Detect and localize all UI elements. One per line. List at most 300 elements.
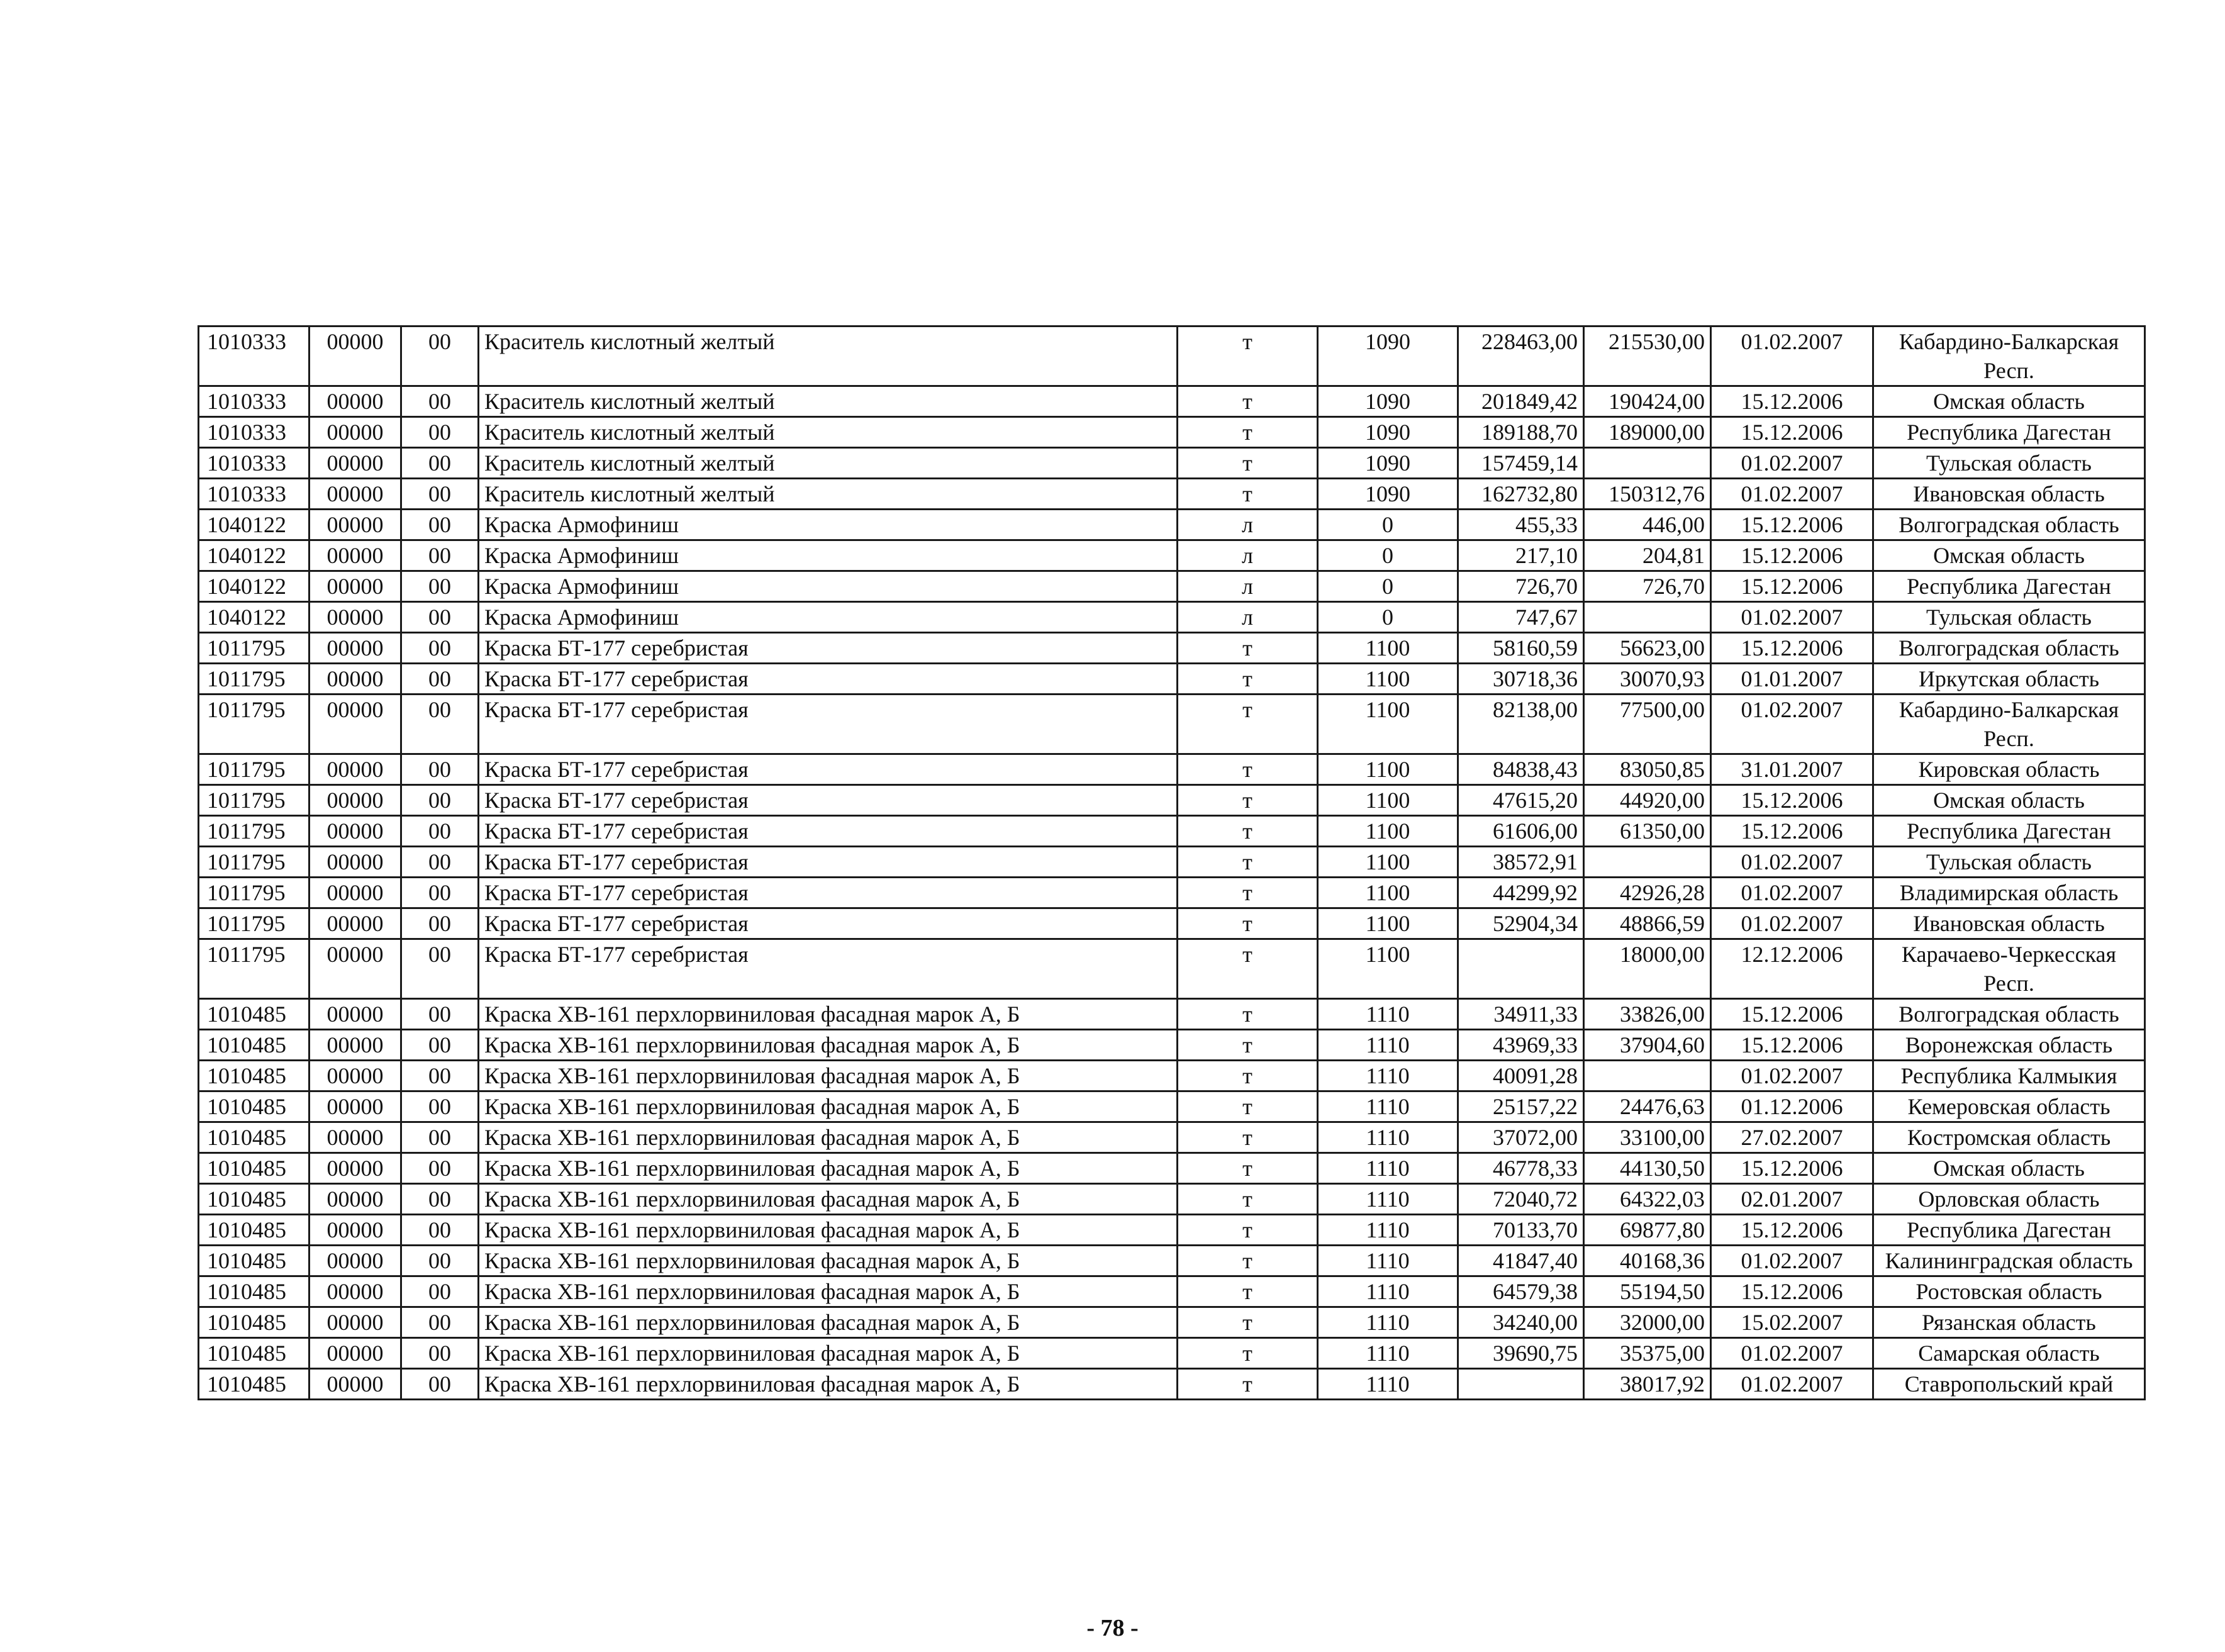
- region-cell: Кировская область: [1873, 754, 2145, 785]
- product-code-cell: 1010333: [199, 479, 309, 510]
- table-row: [199, 571, 2145, 602]
- unit-cell: т: [1178, 878, 1318, 908]
- date-cell: 15.12.2006: [1711, 386, 1873, 417]
- unit-code-cell: 1100: [1318, 633, 1458, 664]
- price-cell: 52904,34: [1458, 908, 1584, 939]
- unit-code-cell: 1090: [1318, 417, 1458, 448]
- region-cell: Республика Дагестан: [1873, 417, 2145, 448]
- index-cell: 00: [401, 878, 479, 908]
- region-cell: Омская область: [1873, 785, 2145, 816]
- index-cell: 00: [401, 1246, 479, 1276]
- region-cell: Самарская область: [1873, 1338, 2145, 1369]
- index-cell: 00: [401, 1184, 479, 1215]
- region-cell: Кабардино-Балкарская Респ.: [1873, 326, 2145, 386]
- price-cell: 44130,50: [1584, 1153, 1711, 1184]
- unit-cell: т: [1178, 664, 1318, 695]
- price-cell: 201849,42: [1458, 386, 1584, 417]
- date-cell: 15.12.2006: [1711, 417, 1873, 448]
- product-code-cell: 1040122: [199, 571, 309, 602]
- unit-cell: т: [1178, 1122, 1318, 1153]
- price-cell: 217,10: [1458, 540, 1584, 571]
- product-code-cell: 1010485: [199, 1184, 309, 1215]
- product-code-cell: 1010485: [199, 1338, 309, 1369]
- table-row: [199, 1122, 2145, 1153]
- product-code-cell: 1010485: [199, 1215, 309, 1246]
- price-cell: 35375,00: [1584, 1338, 1711, 1369]
- unit-cell: т: [1178, 999, 1318, 1030]
- product-name-cell: Краска ХВ-161 перхлорвиниловая фасадная марок А, Б: [479, 1061, 1178, 1091]
- region-cell: Ивановская область: [1873, 479, 2145, 510]
- product-code-cell: 1010485: [199, 1153, 309, 1184]
- unit-code-cell: 1100: [1318, 816, 1458, 847]
- table-row: [199, 417, 2145, 448]
- unit-cell: л: [1178, 510, 1318, 540]
- product-code-cell: 1011795: [199, 785, 309, 816]
- subcode-cell: 00000: [309, 664, 401, 695]
- price-cell: 204,81: [1584, 540, 1711, 571]
- subcode-cell: 00000: [309, 908, 401, 939]
- price-cell: 46778,33: [1458, 1153, 1584, 1184]
- region-cell: Республика Дагестан: [1873, 816, 2145, 847]
- subcode-cell: 00000: [309, 1184, 401, 1215]
- unit-code-cell: 1110: [1318, 1184, 1458, 1215]
- unit-cell: т: [1178, 908, 1318, 939]
- product-name-cell: Краска ХВ-161 перхлорвиниловая фасадная марок А, Б: [479, 1246, 1178, 1276]
- region-cell: Орловская область: [1873, 1184, 2145, 1215]
- price-cell: [1458, 1369, 1584, 1400]
- date-cell: 12.12.2006: [1711, 939, 1873, 999]
- table-row: [199, 754, 2145, 785]
- region-cell: Волгоградская область: [1873, 633, 2145, 664]
- index-cell: 00: [401, 479, 479, 510]
- index-cell: 00: [401, 510, 479, 540]
- date-cell: 01.02.2007: [1711, 326, 1873, 386]
- table-row: [199, 602, 2145, 633]
- unit-code-cell: 1100: [1318, 939, 1458, 999]
- product-code-cell: 1011795: [199, 633, 309, 664]
- product-code-cell: 1010485: [199, 1369, 309, 1400]
- subcode-cell: 00000: [309, 448, 401, 479]
- index-cell: 00: [401, 602, 479, 633]
- subcode-cell: 00000: [309, 785, 401, 816]
- index-cell: 00: [401, 417, 479, 448]
- region-cell: Воронежская область: [1873, 1030, 2145, 1061]
- price-cell: 150312,76: [1584, 479, 1711, 510]
- price-cell: 55194,50: [1584, 1276, 1711, 1307]
- price-cell: 38572,91: [1458, 847, 1584, 878]
- unit-code-cell: 1110: [1318, 1122, 1458, 1153]
- product-name-cell: Краска БТ-177 серебристая: [479, 695, 1178, 754]
- product-code-cell: 1010485: [199, 1091, 309, 1122]
- product-name-cell: Краска ХВ-161 перхлорвиниловая фасадная марок А, Б: [479, 1030, 1178, 1061]
- index-cell: 00: [401, 326, 479, 386]
- unit-code-cell: 1090: [1318, 479, 1458, 510]
- product-code-cell: 1010485: [199, 1246, 309, 1276]
- product-name-cell: Краска ХВ-161 перхлорвиниловая фасадная марок А, Б: [479, 1091, 1178, 1122]
- table-row: [199, 1215, 2145, 1246]
- unit-cell: т: [1178, 1184, 1318, 1215]
- product-name-cell: Краска БТ-177 серебристая: [479, 754, 1178, 785]
- price-cell: 42926,28: [1584, 878, 1711, 908]
- table-row: [199, 1184, 2145, 1215]
- date-cell: 15.02.2007: [1711, 1307, 1873, 1338]
- subcode-cell: 00000: [309, 1338, 401, 1369]
- table-row: [199, 999, 2145, 1030]
- product-code-cell: 1040122: [199, 540, 309, 571]
- index-cell: 00: [401, 1307, 479, 1338]
- price-cell: 47615,20: [1458, 785, 1584, 816]
- price-cell: 25157,22: [1458, 1091, 1584, 1122]
- price-cell: 72040,72: [1458, 1184, 1584, 1215]
- subcode-cell: 00000: [309, 1153, 401, 1184]
- region-cell: Иркутская область: [1873, 664, 2145, 695]
- region-cell: Кемеровская область: [1873, 1091, 2145, 1122]
- unit-code-cell: 1110: [1318, 1153, 1458, 1184]
- price-cell: 37904,60: [1584, 1030, 1711, 1061]
- region-cell: Тульская область: [1873, 847, 2145, 878]
- date-cell: 31.01.2007: [1711, 754, 1873, 785]
- region-cell: Республика Дагестан: [1873, 1215, 2145, 1246]
- unit-code-cell: 1110: [1318, 1338, 1458, 1369]
- product-name-cell: Краска БТ-177 серебристая: [479, 878, 1178, 908]
- product-name-cell: Краситель кислотный желтый: [479, 326, 1178, 386]
- unit-cell: т: [1178, 1369, 1318, 1400]
- product-name-cell: Краска БТ-177 серебристая: [479, 664, 1178, 695]
- date-cell: 27.02.2007: [1711, 1122, 1873, 1153]
- table-row: [199, 1153, 2145, 1184]
- index-cell: 00: [401, 785, 479, 816]
- unit-code-cell: 1110: [1318, 1061, 1458, 1091]
- price-cell: 43969,33: [1458, 1030, 1584, 1061]
- product-code-cell: 1010333: [199, 448, 309, 479]
- region-cell: Кабардино-Балкарская Респ.: [1873, 695, 2145, 754]
- date-cell: 15.12.2006: [1711, 571, 1873, 602]
- date-cell: 01.02.2007: [1711, 878, 1873, 908]
- product-code-cell: 1011795: [199, 878, 309, 908]
- unit-code-cell: 0: [1318, 602, 1458, 633]
- subcode-cell: 00000: [309, 939, 401, 999]
- price-cell: 39690,75: [1458, 1338, 1584, 1369]
- unit-code-cell: 1100: [1318, 754, 1458, 785]
- subcode-cell: 00000: [309, 602, 401, 633]
- product-name-cell: Краска ХВ-161 перхлорвиниловая фасадная марок А, Б: [479, 999, 1178, 1030]
- unit-cell: т: [1178, 816, 1318, 847]
- price-cell: 190424,00: [1584, 386, 1711, 417]
- region-cell: Омская область: [1873, 540, 2145, 571]
- subcode-cell: 00000: [309, 1061, 401, 1091]
- unit-code-cell: 1100: [1318, 878, 1458, 908]
- product-code-cell: 1040122: [199, 510, 309, 540]
- unit-cell: т: [1178, 1153, 1318, 1184]
- product-code-cell: 1010333: [199, 386, 309, 417]
- subcode-cell: 00000: [309, 1307, 401, 1338]
- subcode-cell: 00000: [309, 847, 401, 878]
- unit-cell: т: [1178, 1215, 1318, 1246]
- table-row: [199, 448, 2145, 479]
- table-row: [199, 1061, 2145, 1091]
- product-name-cell: Краска ХВ-161 перхлорвиниловая фасадная марок А, Б: [479, 1338, 1178, 1369]
- region-cell: Ростовская область: [1873, 1276, 2145, 1307]
- region-cell: Костромская область: [1873, 1122, 2145, 1153]
- table-row: [199, 816, 2145, 847]
- price-cell: 726,70: [1458, 571, 1584, 602]
- region-cell: Омская область: [1873, 1153, 2145, 1184]
- price-cell: 18000,00: [1584, 939, 1711, 999]
- unit-cell: т: [1178, 326, 1318, 386]
- unit-code-cell: 1110: [1318, 999, 1458, 1030]
- unit-cell: т: [1178, 695, 1318, 754]
- date-cell: 01.02.2007: [1711, 1061, 1873, 1091]
- price-cell: 64579,38: [1458, 1276, 1584, 1307]
- price-cell: 162732,80: [1458, 479, 1584, 510]
- price-cell: 32000,00: [1584, 1307, 1711, 1338]
- unit-code-cell: 1110: [1318, 1091, 1458, 1122]
- unit-code-cell: 1110: [1318, 1276, 1458, 1307]
- product-name-cell: Краска БТ-177 серебристая: [479, 939, 1178, 999]
- date-cell: 02.01.2007: [1711, 1184, 1873, 1215]
- price-cell: 446,00: [1584, 510, 1711, 540]
- unit-code-cell: 1100: [1318, 847, 1458, 878]
- table-row: [199, 664, 2145, 695]
- price-cell: 37072,00: [1458, 1122, 1584, 1153]
- price-cell: 33826,00: [1584, 999, 1711, 1030]
- product-code-cell: 1040122: [199, 602, 309, 633]
- index-cell: 00: [401, 1030, 479, 1061]
- unit-code-cell: 1090: [1318, 448, 1458, 479]
- unit-code-cell: 0: [1318, 540, 1458, 571]
- price-cell: 455,33: [1458, 510, 1584, 540]
- region-cell: Калининградская область: [1873, 1246, 2145, 1276]
- product-name-cell: Краска Армофиниш: [479, 540, 1178, 571]
- product-name-cell: Краска БТ-177 серебристая: [479, 633, 1178, 664]
- subcode-cell: 00000: [309, 878, 401, 908]
- product-code-cell: 1010485: [199, 1030, 309, 1061]
- price-cell: 48866,59: [1584, 908, 1711, 939]
- index-cell: 00: [401, 1215, 479, 1246]
- price-table: [198, 325, 2146, 1400]
- date-cell: 01.12.2006: [1711, 1091, 1873, 1122]
- table-row: [199, 1091, 2145, 1122]
- price-cell: 34240,00: [1458, 1307, 1584, 1338]
- unit-code-cell: 1090: [1318, 326, 1458, 386]
- region-cell: Тульская область: [1873, 602, 2145, 633]
- date-cell: 15.12.2006: [1711, 633, 1873, 664]
- page-number: - 78 -: [1086, 1615, 1139, 1641]
- unit-cell: т: [1178, 633, 1318, 664]
- index-cell: 00: [401, 1153, 479, 1184]
- index-cell: 00: [401, 448, 479, 479]
- date-cell: 01.02.2007: [1711, 479, 1873, 510]
- price-cell: [1584, 1061, 1711, 1091]
- unit-cell: т: [1178, 754, 1318, 785]
- product-code-cell: 1010333: [199, 326, 309, 386]
- price-cell: 77500,00: [1584, 695, 1711, 754]
- table-row: [199, 326, 2145, 386]
- unit-cell: т: [1178, 1246, 1318, 1276]
- table-row: [199, 878, 2145, 908]
- date-cell: 01.02.2007: [1711, 908, 1873, 939]
- table-row: [199, 1246, 2145, 1276]
- subcode-cell: 00000: [309, 1030, 401, 1061]
- product-name-cell: Краска Армофиниш: [479, 510, 1178, 540]
- product-code-cell: 1010333: [199, 417, 309, 448]
- product-name-cell: Краска ХВ-161 перхлорвиниловая фасадная марок А, Б: [479, 1369, 1178, 1400]
- price-cell: 747,67: [1458, 602, 1584, 633]
- index-cell: 00: [401, 1061, 479, 1091]
- unit-code-cell: 1100: [1318, 785, 1458, 816]
- subcode-cell: 00000: [309, 540, 401, 571]
- price-cell: 83050,85: [1584, 754, 1711, 785]
- index-cell: 00: [401, 1122, 479, 1153]
- unit-cell: т: [1178, 448, 1318, 479]
- table-row: [199, 633, 2145, 664]
- price-cell: 41847,40: [1458, 1246, 1584, 1276]
- product-name-cell: Краска БТ-177 серебристая: [479, 908, 1178, 939]
- product-code-cell: 1010485: [199, 1307, 309, 1338]
- product-code-cell: 1011795: [199, 754, 309, 785]
- unit-cell: т: [1178, 1091, 1318, 1122]
- region-cell: Волгоградская область: [1873, 510, 2145, 540]
- price-cell: 189000,00: [1584, 417, 1711, 448]
- date-cell: 01.01.2007: [1711, 664, 1873, 695]
- unit-cell: т: [1178, 479, 1318, 510]
- product-name-cell: Краска БТ-177 серебристая: [479, 785, 1178, 816]
- subcode-cell: 00000: [309, 695, 401, 754]
- date-cell: 01.02.2007: [1711, 1246, 1873, 1276]
- region-cell: Карачаево-Черкесская Респ.: [1873, 939, 2145, 999]
- price-cell: 189188,70: [1458, 417, 1584, 448]
- product-code-cell: 1010485: [199, 1122, 309, 1153]
- date-cell: 01.02.2007: [1711, 448, 1873, 479]
- product-name-cell: Краситель кислотный желтый: [479, 448, 1178, 479]
- table-row: [199, 1307, 2145, 1338]
- subcode-cell: 00000: [309, 386, 401, 417]
- price-cell: 44299,92: [1458, 878, 1584, 908]
- price-cell: 61606,00: [1458, 816, 1584, 847]
- product-name-cell: Краска ХВ-161 перхлорвиниловая фасадная марок А, Б: [479, 1184, 1178, 1215]
- table-row: [199, 1276, 2145, 1307]
- product-name-cell: Краска ХВ-161 перхлорвиниловая фасадная марок А, Б: [479, 1276, 1178, 1307]
- subcode-cell: 00000: [309, 479, 401, 510]
- product-code-cell: 1011795: [199, 816, 309, 847]
- unit-cell: л: [1178, 571, 1318, 602]
- region-cell: Ставропольский край: [1873, 1369, 2145, 1400]
- subcode-cell: 00000: [309, 1246, 401, 1276]
- index-cell: 00: [401, 695, 479, 754]
- date-cell: 15.12.2006: [1711, 1030, 1873, 1061]
- date-cell: 15.12.2006: [1711, 540, 1873, 571]
- price-cell: 157459,14: [1458, 448, 1584, 479]
- price-cell: 61350,00: [1584, 816, 1711, 847]
- subcode-cell: 00000: [309, 754, 401, 785]
- subcode-cell: 00000: [309, 510, 401, 540]
- product-name-cell: Краситель кислотный желтый: [479, 386, 1178, 417]
- date-cell: 15.12.2006: [1711, 816, 1873, 847]
- unit-code-cell: 0: [1318, 571, 1458, 602]
- index-cell: 00: [401, 386, 479, 417]
- unit-cell: т: [1178, 386, 1318, 417]
- price-cell: 228463,00: [1458, 326, 1584, 386]
- unit-cell: т: [1178, 785, 1318, 816]
- product-name-cell: Краска ХВ-161 перхлорвиниловая фасадная марок А, Б: [479, 1122, 1178, 1153]
- date-cell: 01.02.2007: [1711, 695, 1873, 754]
- product-code-cell: 1010485: [199, 999, 309, 1030]
- product-code-cell: 1011795: [199, 939, 309, 999]
- date-cell: 15.12.2006: [1711, 510, 1873, 540]
- product-name-cell: Краска Армофиниш: [479, 571, 1178, 602]
- product-code-cell: 1011795: [199, 908, 309, 939]
- product-name-cell: Краситель кислотный желтый: [479, 417, 1178, 448]
- date-cell: 15.12.2006: [1711, 1215, 1873, 1246]
- index-cell: 00: [401, 1276, 479, 1307]
- index-cell: 00: [401, 1091, 479, 1122]
- unit-cell: т: [1178, 1030, 1318, 1061]
- price-cell: 69877,80: [1584, 1215, 1711, 1246]
- subcode-cell: 00000: [309, 417, 401, 448]
- region-cell: Волгоградская область: [1873, 999, 2145, 1030]
- subcode-cell: 00000: [309, 1091, 401, 1122]
- index-cell: 00: [401, 754, 479, 785]
- table-row: [199, 1369, 2145, 1400]
- region-cell: Ивановская область: [1873, 908, 2145, 939]
- product-code-cell: 1011795: [199, 847, 309, 878]
- date-cell: 01.02.2007: [1711, 847, 1873, 878]
- subcode-cell: 00000: [309, 633, 401, 664]
- index-cell: 00: [401, 1369, 479, 1400]
- price-cell: 726,70: [1584, 571, 1711, 602]
- price-cell: 33100,00: [1584, 1122, 1711, 1153]
- product-name-cell: Краска ХВ-161 перхлорвиниловая фасадная марок А, Б: [479, 1307, 1178, 1338]
- product-code-cell: 1011795: [199, 695, 309, 754]
- product-name-cell: Краска ХВ-161 перхлорвиниловая фасадная марок А, Б: [479, 1215, 1178, 1246]
- price-cell: [1584, 602, 1711, 633]
- date-cell: 15.12.2006: [1711, 1153, 1873, 1184]
- price-cell: 70133,70: [1458, 1215, 1584, 1246]
- index-cell: 00: [401, 571, 479, 602]
- price-cell: [1584, 448, 1711, 479]
- unit-cell: л: [1178, 540, 1318, 571]
- table-row: [199, 939, 2145, 999]
- unit-cell: т: [1178, 1061, 1318, 1091]
- date-cell: 15.12.2006: [1711, 1276, 1873, 1307]
- subcode-cell: 00000: [309, 326, 401, 386]
- unit-code-cell: 1090: [1318, 386, 1458, 417]
- price-cell: 215530,00: [1584, 326, 1711, 386]
- table-row: [199, 847, 2145, 878]
- region-cell: Омская область: [1873, 386, 2145, 417]
- unit-cell: т: [1178, 1307, 1318, 1338]
- index-cell: 00: [401, 816, 479, 847]
- unit-code-cell: 1110: [1318, 1246, 1458, 1276]
- index-cell: 00: [401, 999, 479, 1030]
- price-cell: 30718,36: [1458, 664, 1584, 695]
- index-cell: 00: [401, 664, 479, 695]
- unit-code-cell: 0: [1318, 510, 1458, 540]
- index-cell: 00: [401, 847, 479, 878]
- price-cell: 40091,28: [1458, 1061, 1584, 1091]
- unit-code-cell: 1110: [1318, 1369, 1458, 1400]
- table-row: [199, 908, 2145, 939]
- price-cell: 64322,03: [1584, 1184, 1711, 1215]
- index-cell: 00: [401, 1338, 479, 1369]
- region-cell: Владимирская область: [1873, 878, 2145, 908]
- subcode-cell: 00000: [309, 571, 401, 602]
- price-cell: 44920,00: [1584, 785, 1711, 816]
- unit-cell: т: [1178, 1338, 1318, 1369]
- price-cell: [1584, 847, 1711, 878]
- index-cell: 00: [401, 939, 479, 999]
- unit-code-cell: 1100: [1318, 695, 1458, 754]
